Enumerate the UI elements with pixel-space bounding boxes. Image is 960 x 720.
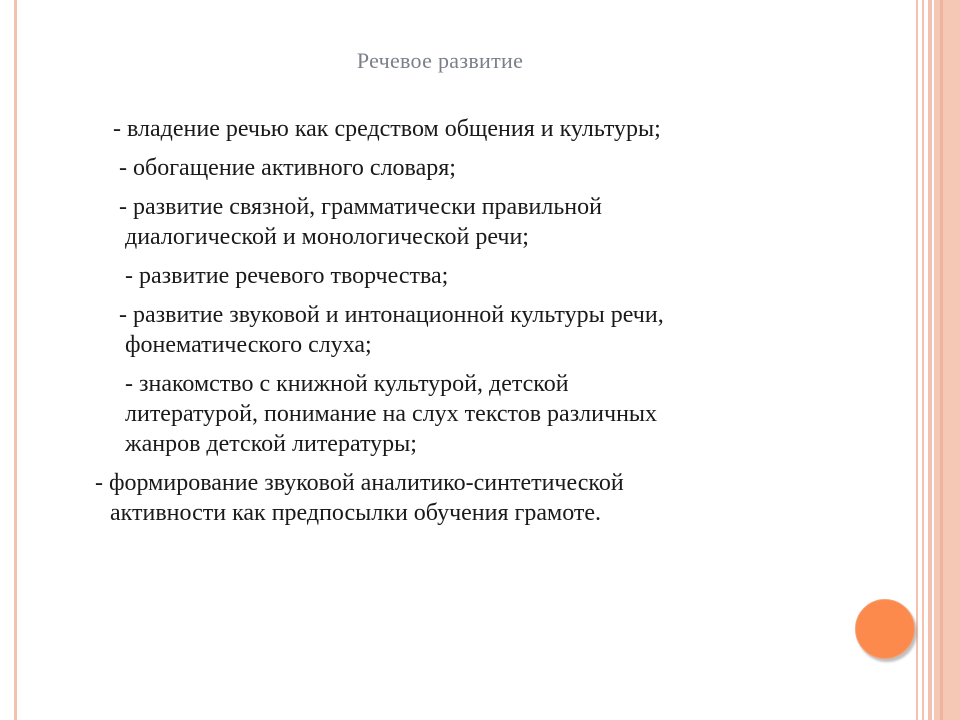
list-item-line: активности как предпосылки обучения грамоте.: [110, 500, 602, 526]
list-item-line: - формирование звуковой аналитико-синтетической: [95, 470, 624, 496]
list-item: [95, 369, 835, 459]
list-item-line: жанров детской литературы;: [125, 431, 417, 457]
bullet-list: [95, 114, 835, 537]
list-item: [95, 114, 835, 144]
stripe: [934, 0, 960, 720]
list-item: [95, 192, 835, 252]
list-item: [95, 261, 835, 291]
orange-circle-decoration: [855, 599, 915, 659]
stripe: [940, 0, 943, 720]
list-item-line: - развитие звуковой и интонационной культуры речи,: [119, 302, 664, 328]
slide-title: Речевое развитие: [356, 48, 524, 73]
list-item: [95, 300, 835, 360]
left-frame-line: [14, 0, 17, 720]
list-item-line: - владение речью как средством общения и культуры;: [113, 116, 661, 142]
list-item-line: диалогической и монологической речи;: [125, 224, 529, 250]
stripe: [922, 0, 924, 720]
list-item-line: - развитие связной, грамматически правильной: [119, 194, 602, 220]
stripe: [916, 0, 918, 720]
list-item-line: - развитие речевого творчества;: [125, 263, 449, 289]
list-item: [95, 153, 835, 183]
right-decorative-stripes: [916, 0, 960, 720]
list-item-line: - знакомство с книжной культурой, детской: [125, 371, 569, 397]
list-item: [95, 468, 835, 528]
list-item-line: литературой, понимание на слух текстов различных: [125, 401, 658, 427]
list-item-line: - обогащение активного словаря;: [119, 155, 456, 181]
list-item-line: фонематического слуха;: [125, 332, 372, 358]
stripe: [928, 0, 932, 720]
